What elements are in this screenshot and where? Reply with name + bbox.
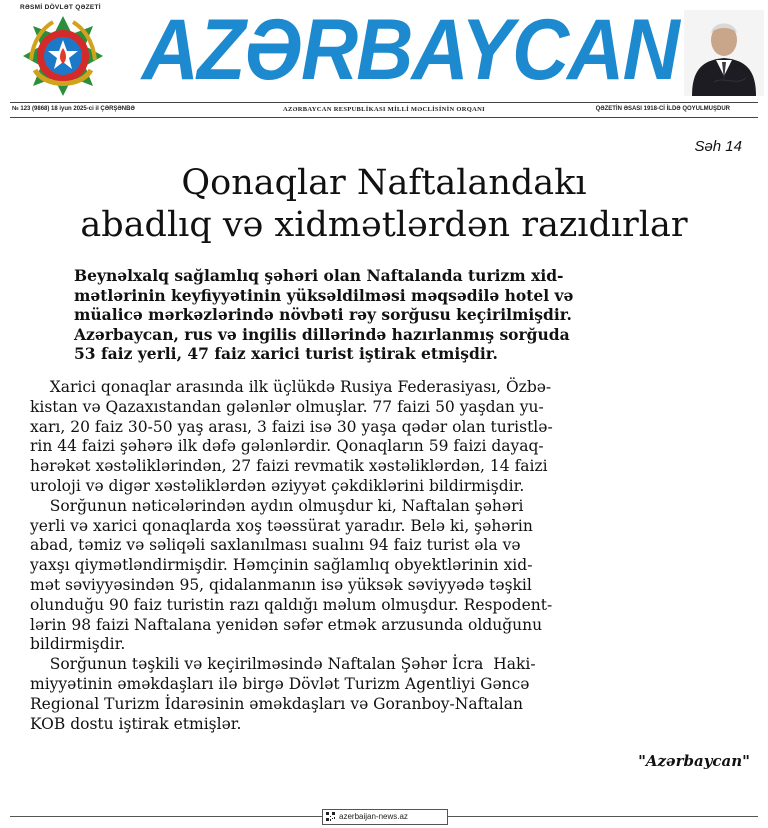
body-line: Sorğunun təşkili və keçirilməsində Naftalan Şəhər İcra Haki- xyxy=(30,655,536,674)
body-line: Regional Turizm İdarəsinin əməkdaşları və Goranboy-Naftalan xyxy=(30,694,523,713)
page-number: Səh 14 xyxy=(694,138,742,155)
article-signature: "Azərbaycan" xyxy=(638,752,750,770)
info-bar xyxy=(10,102,758,118)
qr-code-icon xyxy=(326,812,335,821)
masthead xyxy=(0,0,768,100)
lead-line: Azərbaycan, rus və ingilis dillərində hazırlanmış sorğuda xyxy=(74,324,570,344)
footer-site-link[interactable]: azerbaijan-news.az xyxy=(339,812,408,821)
body-line: yerli və xarici qonaqlarda xoş təəssürat yaradır. Belə ki, şəhərin xyxy=(30,516,533,535)
body-line: lərin 98 faizi Naftalana yenidən səfər etmək arzusunda olduğunu xyxy=(30,615,543,634)
body-line: mət səviyyəsindən 95, qidalanmanın isə yüksək səviyyədə təşkil xyxy=(30,575,532,594)
article-headline xyxy=(0,162,768,246)
newspaper-title: AZƏRBAYCAN xyxy=(141,2,678,98)
body-line: Sorğunun nəticələrindən aydın olmuşdur ki, Naftalan şəhəri xyxy=(30,496,524,515)
body-line: KOB dostu iştirak etmişlər. xyxy=(30,714,242,733)
leader-portrait-icon xyxy=(684,10,764,96)
azerbaijan-state-emblem-icon xyxy=(18,12,108,98)
lead-line: mətlərinin keyfiyyətinin yüksəldilməsi məqsədilə hotel və xyxy=(74,285,574,305)
body-line: hərəkət xəstəliklərindən, 27 faizi revmatik xəstəliklərdən, 14 faizi xyxy=(30,457,548,476)
headline-line: Qonaqlar Naftalandakı xyxy=(181,163,587,203)
lead-line: Beynəlxalq sağlamlıq şəhəri olan Naftalanda turizm xid- xyxy=(74,266,564,285)
founded-info: QƏZETİN ƏSASI 1918-Cİ İLDƏ QOYULMUŞDUR xyxy=(595,106,730,112)
body-line: Xarici qonaqlar arasında ilk üçlükdə Rusiya Federasiyası, Özbə- xyxy=(30,378,552,396)
issue-info: № 123 (9868) 18 iyun 2025-ci il ÇƏRŞƏNBƏ xyxy=(12,106,135,112)
lead-line: müalicə mərkəzlərində növbəti rəy sorğusu keçirilmişdir. xyxy=(74,305,572,324)
article-body xyxy=(30,378,752,734)
body-line: olunduğu 90 faiz turistin razı qaldığı məlum olmuşdur. Respodent- xyxy=(30,595,553,614)
footer-site-badge[interactable] xyxy=(322,809,448,825)
body-line: uroloji və digər xəstəliklərdən əziyyət çəkdiklərini bildirmişdir. xyxy=(30,476,525,495)
article-lead xyxy=(74,266,734,364)
body-line: rin 44 faizi şəhərə ilk dəfə gələnlərdir. Qonaqların 59 faizi dayaq- xyxy=(30,437,544,456)
headline-line: abadlıq və xidmətlərdən razıdırlar xyxy=(80,205,688,245)
body-line: xarı, 20 faiz 30-50 yaş arası, 3 faizi isə 30 yaşa qədər olan turistlə- xyxy=(30,417,553,436)
body-line: miyyətinin əməkdaşları ilə birgə Dövlət Turizm Agentliyi Gəncə xyxy=(30,674,530,693)
lead-line: 53 faiz yerli, 47 faiz xarici turist iştirak etmişdir. xyxy=(74,344,498,363)
official-label: RƏSMİ DÖVLƏT QƏZETİ xyxy=(20,4,101,11)
body-line: abad, təmiz və səliqəli saxlanılması sualını 94 faiz turist əla və xyxy=(30,536,521,555)
organ-info: AZƏRBAYCAN RESPUBLİKASI MİLLİ MƏCLİSİNİN ORQANI xyxy=(283,106,485,113)
body-line: yaxşı qiymətləndirmişdir. Həmçinin sağlamlıq obyektlərinin xid- xyxy=(30,556,533,575)
body-line: kistan və Qazaxıstandan gələnlər olmuşlar. 77 faizi 50 yaşdan yu- xyxy=(30,397,544,416)
body-line: bildirmişdir. xyxy=(30,635,126,654)
